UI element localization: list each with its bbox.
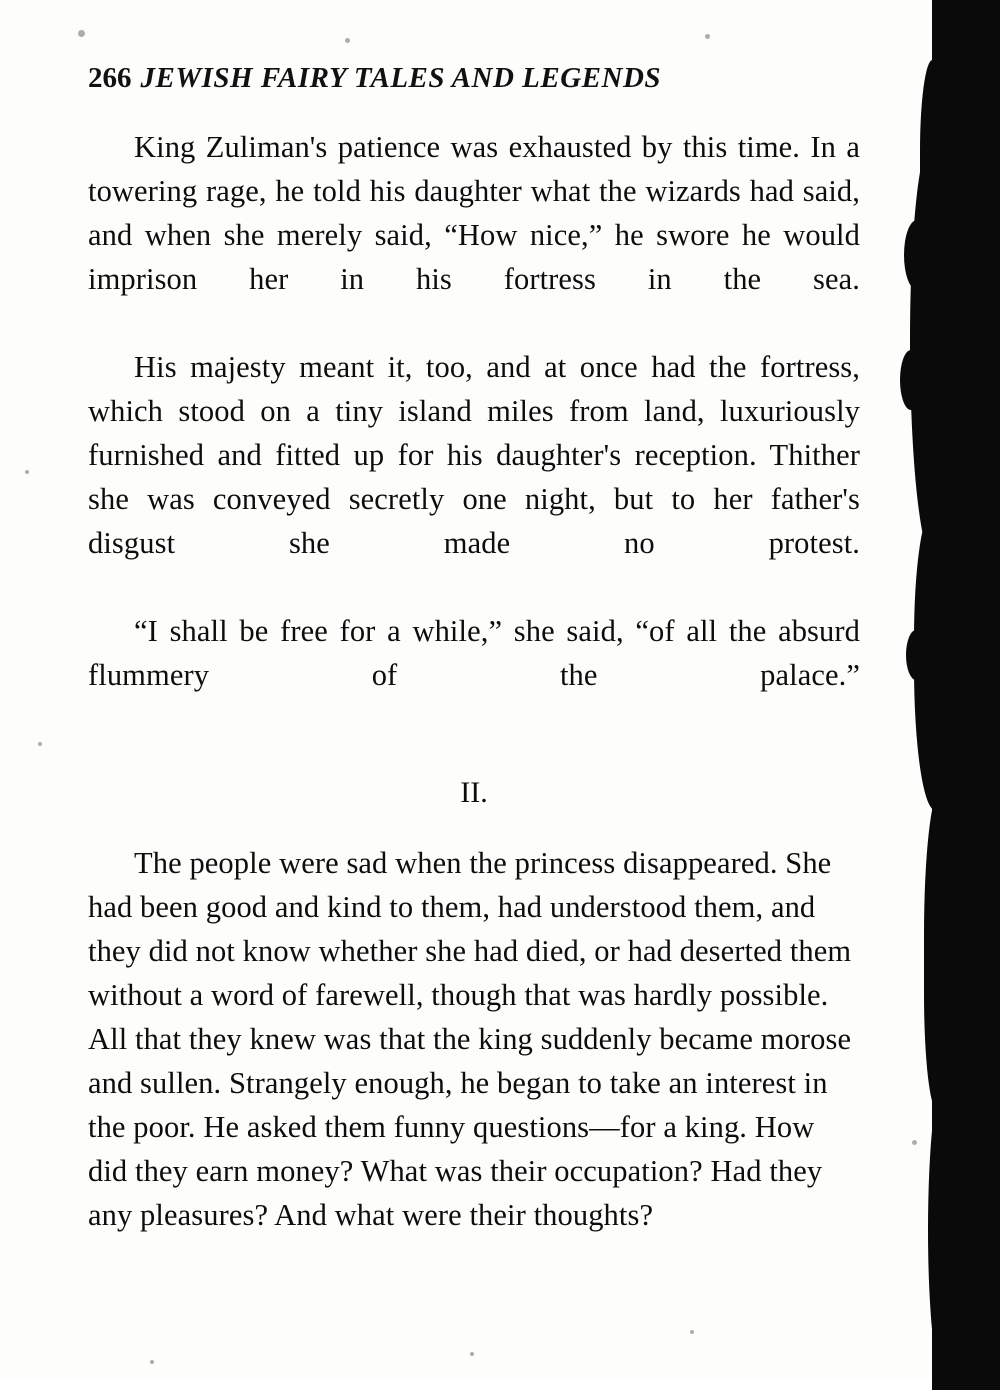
paragraph: His majesty meant it, too, and at once had the fortress, which stood on a tiny island miles from land, luxuriously furnished and fitted up for his daughter's reception. Thither she was conveyed secretly one night, but to her father's disgust she made no protest. xyxy=(88,350,860,560)
scan-speck xyxy=(705,34,710,39)
scan-speck xyxy=(345,38,350,43)
running-head xyxy=(88,62,860,95)
page-number: 266 xyxy=(88,62,132,94)
scan-speck xyxy=(78,30,85,37)
scan-speck xyxy=(150,1360,154,1364)
page-gutter-shadow xyxy=(880,0,1000,1390)
paragraph: “I shall be free for a while,” she said, “of all the absurd flummery of the palace.” xyxy=(88,614,860,692)
scan-speck xyxy=(38,742,42,746)
paragraph: King Zuliman's patience was exhausted by this time. In a towering rage, he told his daughter what the wizards had said, and when she merely said, “How nice,” he swore he would imprison her in his fortress in the sea. xyxy=(88,130,860,296)
scan-speck xyxy=(470,1352,474,1356)
scan-speck xyxy=(912,1140,917,1145)
scan-speck xyxy=(25,470,29,474)
page-content xyxy=(88,62,860,1281)
paragraph: The people were sad when the princess disappeared. She had been good and kind to them, had understood them, and they did not know whether she had died, or had deserted them without a word of farewell, though that was hardly possible. All that they knew was that the king suddenly became morose and sullen. Strangely enough, he began to take an interest in the poor. He asked them funny questions—for a king. How did they earn money? What was their occupation? Had they any pleasures? And what were their thoughts? xyxy=(88,846,852,1232)
scan-speck xyxy=(690,1330,694,1334)
book-title: JEWISH FAIRY TALES AND LEGENDS xyxy=(140,62,662,94)
section-number: II. xyxy=(460,776,488,809)
